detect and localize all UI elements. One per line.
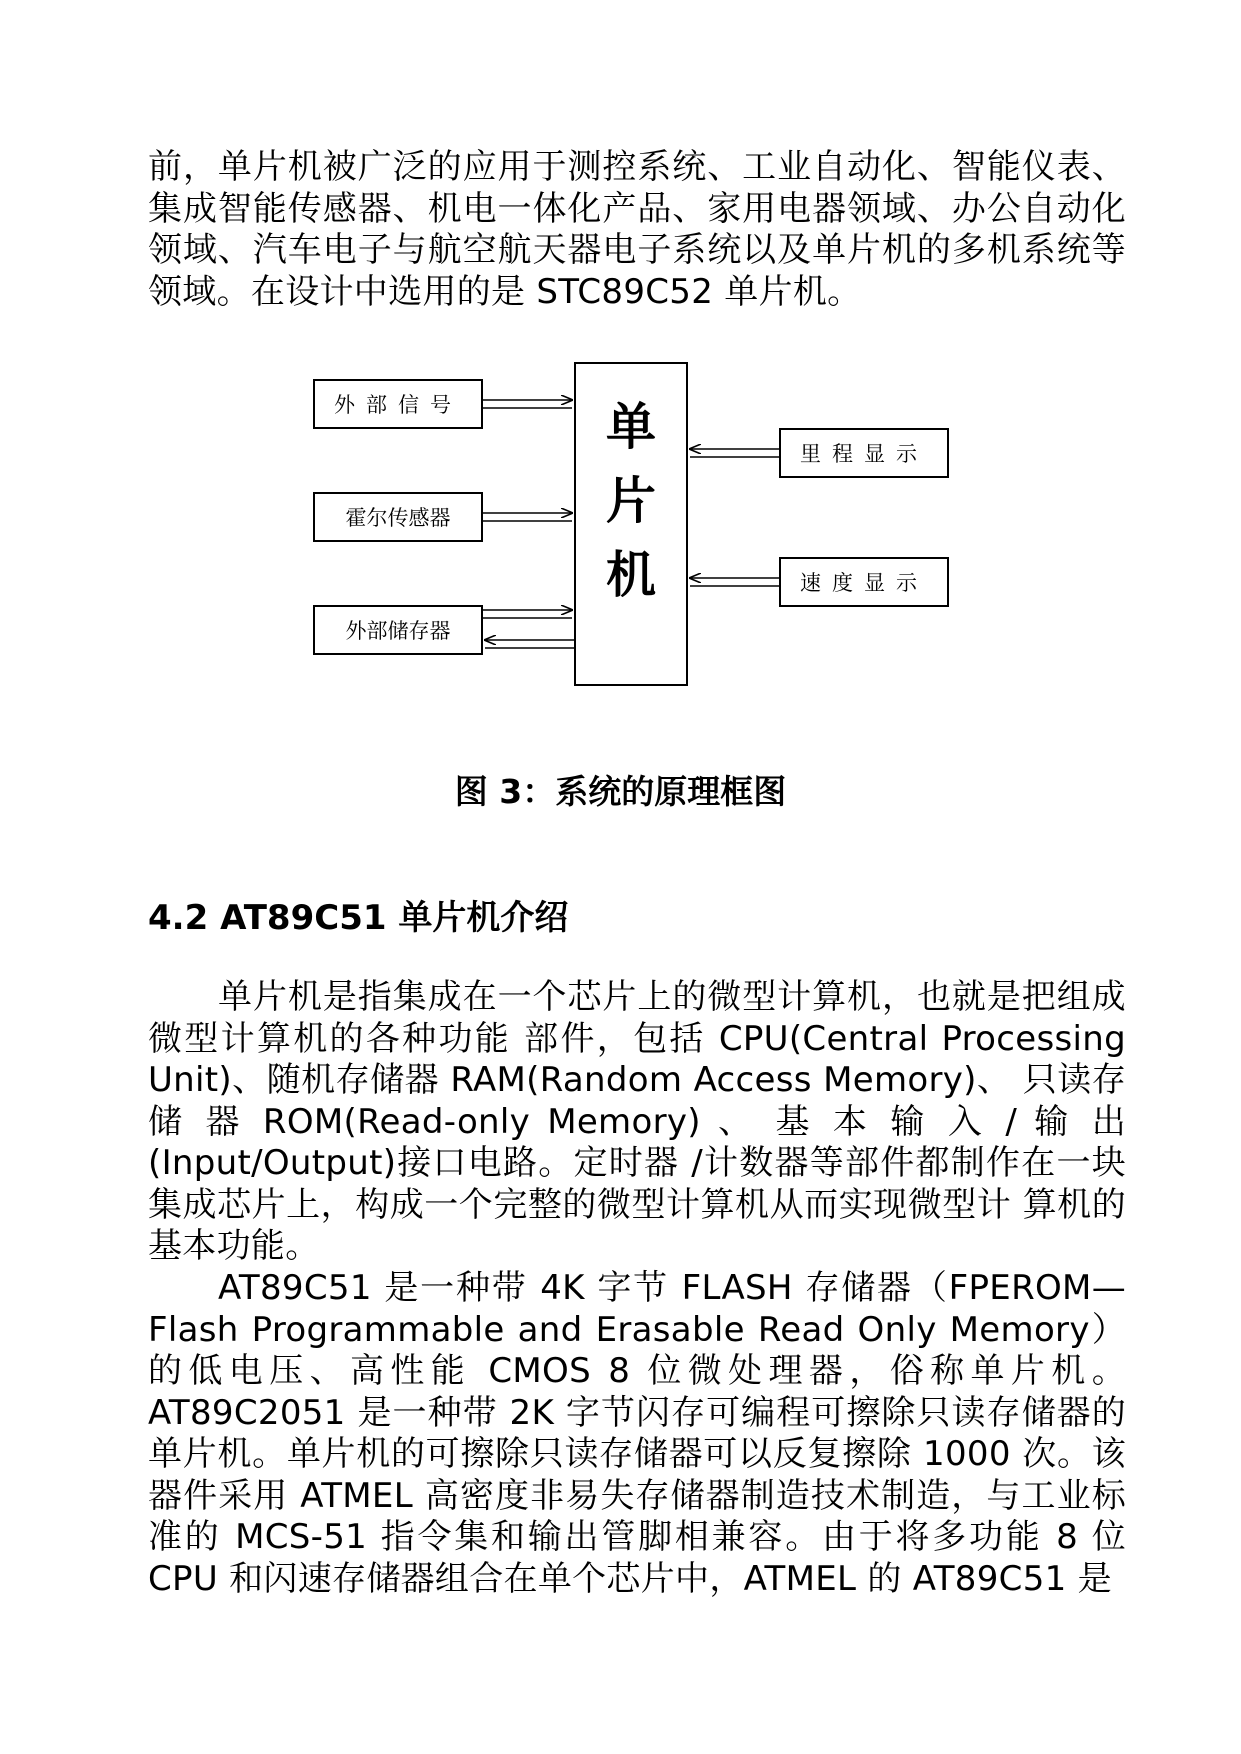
speed-display-block: 速度显示 bbox=[779, 557, 949, 607]
arrow-mileage-to-mcu bbox=[690, 449, 779, 457]
intro-paragraph: 前，单片机被广泛的应用于测控系统、工业自动化、智能仪表、集成智能传感器、机电一体化产品、家用电器领域、办公自动化领域、汽车电子与航空航天器电子系统以及单片机的多机系统等领域。在设计中选用的是 STC89C52 单片机。 bbox=[148, 147, 1126, 312]
mcu-block bbox=[574, 362, 688, 686]
arrow-speed-to-mcu bbox=[690, 578, 779, 586]
mcu-intro-paragraph: 单片机是指集成在一个芯片上的微型计算机，也就是把组成微型计算机的各种功能 部件，包括 CPU(Central Processing Unit)、随机存储器 RAM(Random Access Memory)、 只读存储 器 ROM(Read-only Memory) 、 基 本 输 入 / 输 出 (Input/Output)接口电路。定时器 /计数器等部件都制作在一块集成芯片上，构成一个完整的微型计算机从而实现微型计 算机的基本功能。 bbox=[148, 977, 1126, 1266]
arrow-storage-to-mcu bbox=[483, 610, 572, 618]
figure-caption: 图 3：系统的原理框图 bbox=[454, 772, 787, 811]
arrow-mcu-to-storage bbox=[485, 640, 574, 648]
arrow-ext-signal-to-mcu bbox=[483, 400, 572, 408]
mcu-char-1: 单 bbox=[606, 397, 656, 456]
mcu-char-2: 片 bbox=[606, 471, 656, 530]
at89c51-paragraph: AT89C51 是一种带 4K 字节 FLASH 存储器（FPEROM—Flash Programmable and Erasable Read Only Memory）的低电压、高性能 CMOS 8 位微处理器，俗称单片机。AT89C2051 是一种带 2K 字节闪存可编程可擦除只读存储器的单片机。单片机的可擦除只读存储器可以反复擦除 1000 次。该器件采用 ATMEL 高密度非易失存储器制造技术制造，与工业标准的 MCS-51 指令集和输出管脚相兼容。由于将多功能 8 位 CPU 和闪速存储器组合在单个芯片中，ATMEL 的 AT89C51 是 bbox=[148, 1268, 1126, 1599]
external-signal-block: 外部信号 bbox=[313, 379, 483, 429]
mileage-display-block: 里程显示 bbox=[779, 428, 949, 478]
section-heading: 4.2 AT89C51 单片机介绍 bbox=[148, 898, 569, 938]
arrow-hall-to-mcu bbox=[483, 513, 572, 521]
mcu-char-3: 机 bbox=[606, 545, 656, 604]
hall-sensor-block: 霍尔传感器 bbox=[313, 492, 483, 542]
external-storage-block: 外部储存器 bbox=[313, 605, 483, 655]
